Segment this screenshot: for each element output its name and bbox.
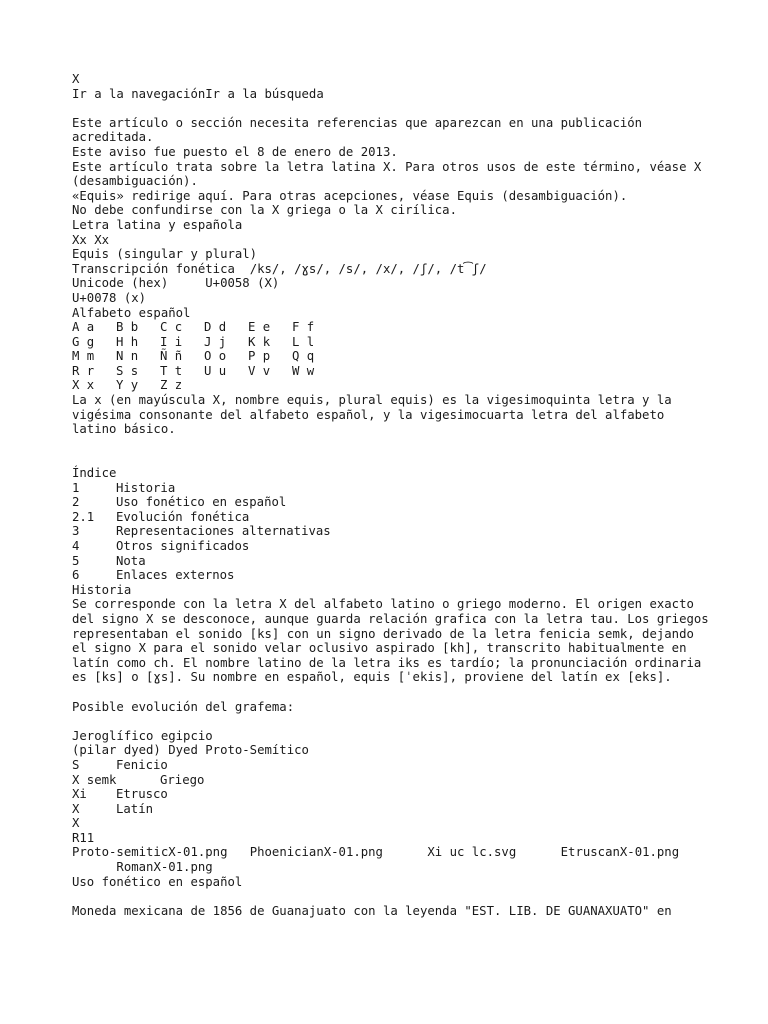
- evolution-egyptian: Jeroglífico egipcio: [72, 728, 213, 743]
- toc-item[interactable]: [72, 539, 712, 554]
- infobox-unicode: [72, 276, 712, 291]
- evolution-dyed: (pilar dyed) Dyed: [72, 743, 198, 758]
- alphabet-letter[interactable]: B b: [116, 320, 139, 335]
- evolution-x2: X: [72, 816, 80, 831]
- evolution-s: S: [72, 757, 80, 772]
- alphabet-letter[interactable]: J j: [204, 334, 227, 349]
- unicode-label: Unicode (hex): [72, 276, 169, 291]
- evolution-x-semk: X semk: [72, 772, 117, 787]
- evolution-etruscan-row: [72, 787, 712, 802]
- alphabet-letter[interactable]: G g: [72, 334, 95, 349]
- evolution-r11: R11: [72, 830, 95, 845]
- notice-date: Este aviso fue puesto el 8 de enero de 2013.: [72, 144, 398, 159]
- toc-item-label[interactable]: Uso fonético en español: [116, 495, 287, 510]
- alphabet-row: [72, 320, 712, 335]
- unicode-upper: U+0058 (X): [205, 276, 280, 291]
- toc-item-number: 3: [72, 524, 80, 539]
- infobox-glyphs: Xx Xx: [72, 232, 110, 247]
- toc-title: Índice: [72, 466, 117, 481]
- toc-item-label[interactable]: Evolución fonética: [116, 509, 250, 524]
- evolution-intro: Posible evolución del grafema:: [72, 699, 295, 714]
- toc-item-number: 6: [72, 568, 80, 583]
- alphabet-letter[interactable]: Q q: [292, 349, 315, 364]
- alphabet-letter[interactable]: S s: [116, 363, 139, 378]
- toc-item-label[interactable]: Enlaces externos: [116, 568, 235, 583]
- toc-item[interactable]: [72, 568, 712, 583]
- toc-item-number: 4: [72, 539, 80, 553]
- image-xi[interactable]: Xi uc lc.svg: [427, 845, 517, 860]
- alphabet-row: [72, 349, 712, 364]
- intro-paragraph: La x (en mayúscula X, nombre equis, plural equis) es la vigesimoquinta letra y la vigésima consonante del alfabeto español, y la vigesimocuarta letra del alfabeto latino básico.: [72, 393, 672, 437]
- alphabet-row: [72, 378, 712, 393]
- toc-item-number: 2.1: [72, 509, 95, 524]
- alphabet-letter[interactable]: V v: [248, 363, 271, 378]
- evolution-dyed-row: [72, 743, 712, 758]
- image-etruscan[interactable]: EtruscanX-01.png: [560, 845, 680, 860]
- close-icon[interactable]: X: [72, 72, 80, 86]
- image-phoenician[interactable]: PhoenicianX-01.png: [249, 845, 383, 860]
- evolution-images-row-2: [72, 860, 712, 875]
- toc-item[interactable]: [72, 510, 712, 525]
- alphabet-letter[interactable]: K k: [248, 334, 271, 349]
- infobox-title: Letra latina y española: [72, 217, 243, 232]
- skip-links: [72, 87, 712, 102]
- alphabet-row: [72, 364, 712, 379]
- alphabet-letter[interactable]: N n: [116, 349, 139, 364]
- history-paragraph: Se corresponde con la letra X del alfabeto latino o griego moderno. El origen exacto del signo X se desconoce, aunque guarda relación grafica con la letra tau. Los griegos representaban el sonido [ks] con un signo derivado de la letra fenicia semk, dejando el signo X para el sonido velar oclusivo aspirado [kh], transcrito habitualmente en latín como ch. El nombre latino de la letra iks es tardío; la pronunciación ordinaria es [ks] o [ɣs]. Su nombre en español, equis [ˈekis], proviene del latín ex [eks].: [72, 597, 709, 685]
- evolution-etruscan: Etrusco: [116, 787, 168, 802]
- alphabet-letter[interactable]: Z z: [160, 378, 183, 393]
- image-protosemitic[interactable]: Proto-semiticX-01.png: [72, 845, 228, 860]
- toc-item[interactable]: [72, 524, 712, 539]
- evolution-latin: Latín: [116, 801, 154, 816]
- notice-about: Este artículo trata sobre la letra latina X. Para otros usos de este término, véase X (desambiguación).: [72, 159, 702, 189]
- phonetic-section-heading: Uso fonético en español: [72, 874, 243, 889]
- alphabet-letter[interactable]: W w: [292, 363, 315, 378]
- alphabet-grid: [72, 320, 712, 393]
- alphabet-letter[interactable]: H h: [116, 334, 139, 349]
- toc-list: [72, 481, 712, 583]
- evolution-phoenician: Fenicio: [116, 757, 168, 772]
- toc-item-number: 1: [72, 480, 80, 495]
- alphabet-letter[interactable]: R r: [72, 363, 95, 378]
- toc-item[interactable]: [72, 554, 712, 569]
- infobox-name: Equis (singular y plural): [72, 247, 258, 262]
- alphabet-letter[interactable]: Y y: [116, 378, 139, 393]
- alphabet-letter[interactable]: F f: [292, 320, 315, 335]
- alphabet-letter[interactable]: X x: [72, 378, 95, 393]
- history-heading: Historia: [72, 582, 132, 597]
- document-body: [72, 72, 712, 918]
- alphabet-letter[interactable]: Ñ ñ: [160, 349, 183, 364]
- alphabet-letter[interactable]: P p: [248, 349, 271, 364]
- evolution-xi: Xi: [72, 787, 87, 802]
- skip-to-search-link[interactable]: Ir a la búsqueda: [205, 86, 324, 101]
- unicode-lower: U+0078 (x): [72, 290, 147, 305]
- toc-item-label[interactable]: Nota: [116, 553, 146, 568]
- phonetic-value: /ks/, /ɣs/, /s/, /x/, /ʃ/, /t͡ʃ/: [249, 261, 487, 276]
- evolution-greek-row: [72, 773, 712, 788]
- evolution-images-row: [72, 845, 712, 860]
- notice-references: Este artículo o sección necesita referencias que aparezcan en una publicación acreditada.: [72, 115, 643, 145]
- alphabet-letter[interactable]: M m: [72, 349, 95, 364]
- alphabet-letter[interactable]: O o: [204, 349, 227, 364]
- notice-redirect: «Equis» redirige aquí. Para otras acepciones, véase Equis (desambiguación).: [72, 188, 628, 203]
- toc-item-label[interactable]: Representaciones alternativas: [116, 524, 331, 539]
- alphabet-letter[interactable]: D d: [204, 320, 227, 335]
- alphabet-letter[interactable]: A a: [72, 320, 95, 335]
- alphabet-letter[interactable]: L l: [292, 334, 315, 349]
- toc-item-number: 2: [72, 495, 80, 510]
- toc-item-label[interactable]: Otros significados: [116, 539, 250, 553]
- evolution-latin-row: [72, 802, 712, 817]
- phonetic-label: Transcripción fonética: [72, 261, 235, 276]
- alphabet-letter[interactable]: U u: [204, 363, 227, 378]
- alphabet-title: Alfabeto español: [72, 305, 191, 320]
- alphabet-letter[interactable]: E e: [248, 320, 271, 335]
- image-roman[interactable]: RomanX-01.png: [116, 860, 213, 875]
- coin-caption: Moneda mexicana de 1856 de Guanajuato con la leyenda "EST. LIB. DE GUANAXUATO" en: [72, 903, 672, 918]
- toc-item-label[interactable]: Historia: [116, 480, 176, 495]
- evolution-protosemitic: Proto-Semítico: [205, 743, 309, 758]
- evolution-greek: Griego: [160, 772, 205, 787]
- alphabet-row: [72, 335, 712, 350]
- evolution-x1: X: [72, 801, 80, 816]
- toc-item[interactable]: [72, 495, 712, 510]
- notice-confusion: No debe confundirse con la X griega o la X cirílica.: [72, 203, 457, 218]
- alphabet-letter[interactable]: T t: [160, 363, 183, 378]
- alphabet-letter[interactable]: I i: [160, 334, 183, 349]
- evolution-phoenician-row: [72, 758, 712, 773]
- skip-to-navigation-link[interactable]: Ir a la navegación: [72, 86, 206, 101]
- alphabet-letter[interactable]: C c: [160, 320, 183, 335]
- toc-item[interactable]: [72, 481, 712, 496]
- infobox-phonetic: [72, 262, 712, 277]
- toc-item-number: 5: [72, 553, 80, 568]
